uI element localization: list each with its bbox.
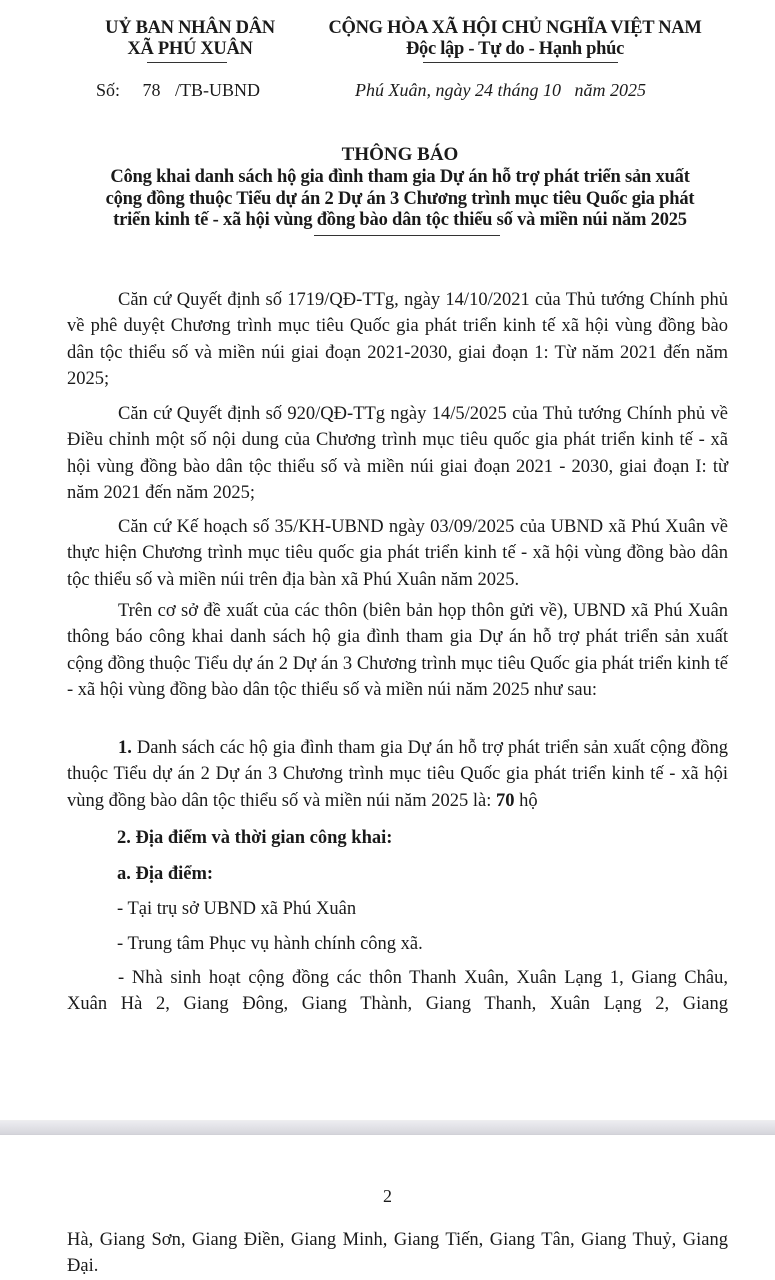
paragraph-text: [67, 735, 728, 814]
section-2-heading: 2. Địa điểm và thời gian công khai:: [117, 828, 393, 848]
doc-number-suffix: /TB-UBND: [175, 80, 261, 100]
location-item-1: - Tại trụ sở UBND xã Phú Xuân: [117, 899, 357, 919]
agency-underline: [147, 62, 227, 63]
document-subtitle-line-1: Công khai danh sách hộ gia đình tham gia Dự án hỗ trợ phát triển sản xuất: [110, 167, 690, 187]
document-number: [96, 80, 260, 101]
legal-basis-paragraph-2: [67, 401, 728, 506]
motto-underline: [423, 62, 618, 63]
paragraph-text: Căn cứ Quyết định số 920/QĐ-TTg ngày 14/5/2025 của Thủ tướng Chính phủ về Điều chỉnh một số nội dung của Chương trình mục tiêu quốc gia phát triển kinh tế - xã hội vùng đồng bào dân tộc thiểu số và miền núi giai đoạn 2021 - 2030, giai đoạn I: từ năm 2021 đến năm 2025;: [67, 404, 728, 503]
villages-continued-paragraph: [67, 1227, 728, 1279]
national-header: [305, 18, 725, 63]
item-1-number: 1.: [118, 738, 132, 758]
item-1-household-list: [67, 735, 728, 814]
document-title-block: [60, 143, 740, 232]
date-month-label: tháng: [497, 80, 539, 100]
household-unit: hộ: [514, 790, 538, 811]
national-motto: Độc lập - Tự do - Hạnh phúc: [405, 39, 625, 59]
proposal-paragraph: [67, 598, 728, 703]
date-day: 24: [474, 80, 493, 100]
paragraph-text: - Nhà sinh hoạt cộng đồng các thôn Thanh Xuân, Xuân Lạng 1, Giang Châu, Xuân Hà 2, Giang Đông, Giang Thành, Giang Thanh, Xuân Lạng 2, Giang: [67, 968, 728, 1015]
location-item-2: - Trung tâm Phục vụ hành chính công xã.: [117, 934, 423, 954]
document-title: THÔNG BÁO: [341, 144, 459, 165]
date-place: Phú Xuân, ngày: [355, 80, 471, 100]
date-year: 2025: [610, 80, 646, 100]
section-2a-heading: a. Địa điểm:: [117, 864, 214, 884]
paragraph-text: Trên cơ sở đề xuất của các thôn (biên bản họp thôn gửi về), UBND xã Phú Xuân thông báo công khai danh sách hộ gia đình tham gia Dự án hỗ trợ phát triển sản xuất cộng đồng thuộc Tiểu dự án 2 Dự án 3 Chương trình mục tiêu Quốc gia phát triển kinh tế - xã hội vùng đồng bào dân tộc thiểu số và miền núi năm 2025 như sau:: [67, 601, 728, 700]
paragraph-text: Hà, Giang Sơn, Giang Điền, Giang Minh, Giang Tiến, Giang Tân, Giang Thuỷ, Giang Đại.: [67, 1230, 728, 1276]
document-date: [355, 80, 646, 101]
issuing-agency-header: [80, 18, 300, 63]
document-subtitle-line-3: triển kinh tế - xã hội vùng đồng bào dân tộc thiểu số và miền núi năm 2025: [113, 210, 687, 230]
location-item-3-villages: [67, 965, 728, 1018]
doc-number-label: Số:: [96, 80, 121, 100]
nation-name: CỘNG HÒA XÃ HỘI CHỦ NGHĨA VIỆT NAM: [328, 18, 702, 38]
paragraph-text: Căn cứ Quyết định số 1719/QĐ-TTg, ngày 14/10/2021 của Thủ tướng Chính phủ về phê duyệt Chương trình mục tiêu Quốc gia phát triển kinh tế xã hội vùng đồng bào dân tộc thiểu số và miền núi giai đoạn 2021-2030, giai đoạn 1: Từ năm 2021 đến năm 2025;: [67, 290, 728, 389]
item-1-text: Danh sách các hộ gia đình tham gia Dự án hỗ trợ phát triển sản xuất cộng đồng thuộc Tiểu dự án 2 Dự án 3 Chương trình mục tiêu Quốc gia phát triển kinh tế - xã hội vùng đồng bào dân tộc thiểu số và miền núi năm 2025 là:: [67, 738, 728, 811]
household-count: 70: [496, 790, 515, 811]
title-underline: [314, 235, 500, 236]
document-subtitle-line-2: cộng đồng thuộc Tiểu dự án 2 Dự án 3 Chương trình mục tiêu Quốc gia phát: [105, 188, 695, 209]
date-year-label: năm: [574, 80, 606, 100]
commune-name: XÃ PHÚ XUÂN: [127, 39, 253, 59]
doc-number-value: 78: [142, 80, 161, 100]
page-separator: [0, 1120, 775, 1135]
page-number: 2: [383, 1186, 392, 1206]
legal-basis-paragraph-1: [67, 287, 728, 392]
legal-basis-paragraph-3: [67, 514, 728, 593]
agency-name: UỶ BAN NHÂN DÂN: [105, 18, 275, 38]
date-month: 10: [543, 80, 561, 100]
paragraph-text: Căn cứ Kế hoạch số 35/KH-UBND ngày 03/09/2025 của UBND xã Phú Xuân về thực hiện Chương trình mục tiêu quốc gia phát triển kinh tế - xã hội vùng đồng bào dân tộc thiểu số và miền núi trên địa bàn xã Phú Xuân năm 2025.: [67, 517, 728, 590]
